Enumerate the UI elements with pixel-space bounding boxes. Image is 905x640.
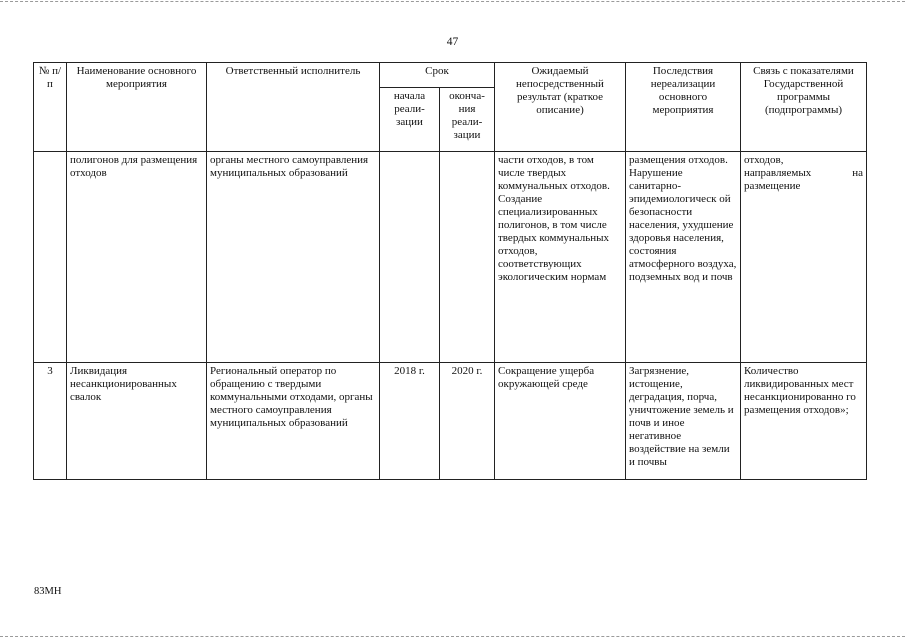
header-term-end: оконча-ния реали-зации xyxy=(440,88,495,152)
row-name: Ликвидация несанкционированных свалок xyxy=(67,363,207,480)
header-link: Связь с показателями Государственной программы (подпрограммы) xyxy=(741,63,867,152)
row-link: Количество ликвидированных мест несанкционированно го размещения отходов»; xyxy=(741,363,867,480)
row-link xyxy=(741,152,867,363)
row-consequences: размещения отходов. Нарушение санитарно-эпидемиологическ ой безопасности населения, ухудшение здоровья населения, состояния атмосферного воздуха, подземных вод и почв xyxy=(626,152,741,363)
header-result: Ожидаемый непосредственный результат (краткое описание) xyxy=(495,63,626,152)
header-name: Наименование основного мероприятия xyxy=(67,63,207,152)
link-line: размещение xyxy=(744,180,801,192)
header-consequences: Последствия нереализации основного мероприятия xyxy=(626,63,741,152)
header-term: Срок xyxy=(380,63,495,88)
row-executor: органы местного самоуправления муниципальных образований xyxy=(207,152,380,363)
page-number: 47 xyxy=(446,36,459,48)
row-result: Сокращение ущерба окружающей среде xyxy=(495,363,626,480)
row-num: 3 xyxy=(34,363,67,480)
row-end xyxy=(440,152,495,363)
row-end: 2020 г. xyxy=(440,363,495,480)
header-executor: Ответственный исполнитель xyxy=(207,63,380,152)
row-start xyxy=(380,152,440,363)
scan-edge-bottom xyxy=(0,636,905,637)
link-line: отходов, xyxy=(744,154,784,166)
row-name: полигонов для размещения отходов xyxy=(67,152,207,363)
row-result: части отходов, в том числе твердых коммунальных отходов. Создание специализированных полигонов, в том числе твердых коммунальных отходов, соответствующих экологическим нормам xyxy=(495,152,626,363)
footer-code: 83МН xyxy=(34,586,62,597)
table-row xyxy=(34,363,867,480)
header-term-start: начала реали-зации xyxy=(380,88,440,152)
table-row xyxy=(34,152,867,363)
header-num: № п/п xyxy=(34,63,67,152)
measures-table xyxy=(33,62,867,480)
row-executor: Региональный оператор по обращению с твердыми коммунальными отходами, органы местного самоуправления муниципальных образований xyxy=(207,363,380,480)
scan-edge-top xyxy=(0,1,905,2)
row-consequences: Загрязнение, истощение, деградация, порча, уничтожение земель и почв и иное негативное воздействие на земли и почвы xyxy=(626,363,741,480)
link-line: направляемых на xyxy=(744,167,863,179)
row-num xyxy=(34,152,67,363)
row-start: 2018 г. xyxy=(380,363,440,480)
